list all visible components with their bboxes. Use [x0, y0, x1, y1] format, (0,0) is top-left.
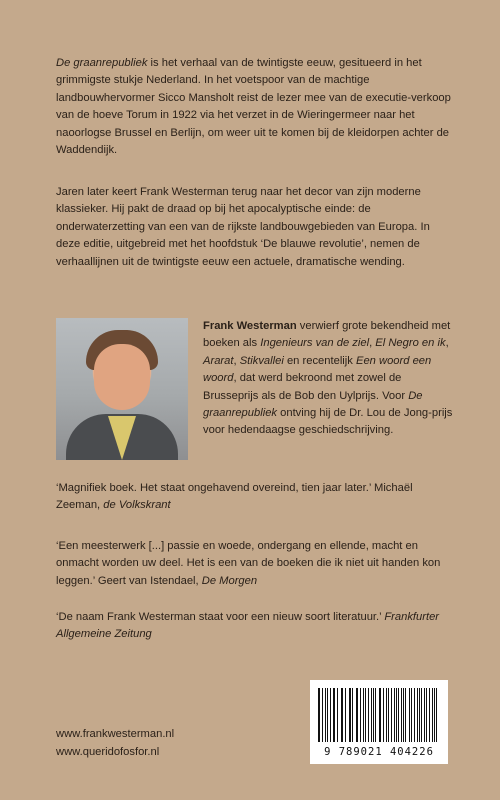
barcode-stripe — [322, 688, 323, 742]
review-quote — [56, 609, 456, 644]
barcode-stripe — [380, 688, 381, 742]
author-section — [56, 318, 456, 468]
isbn-number: 9 789021 404226 — [324, 746, 434, 758]
author-bio-text: , — [445, 337, 449, 350]
author-bio-text: , dat werd bekroond met zowel de Brusseprijs als de Bob den Uylprijs. Voor — [203, 372, 409, 402]
author-bio-text: en recentelijk — [283, 354, 356, 367]
barcode-stripe — [429, 688, 430, 742]
author-bio-text: , — [369, 337, 376, 350]
barcode-stripe — [405, 688, 406, 742]
barcode-stripe — [417, 688, 418, 742]
book-title: Een woord een woord — [203, 354, 432, 385]
quote-source: de Volkskrant — [103, 499, 171, 512]
barcode-stripe — [334, 688, 335, 742]
quote-source: De Morgen — [201, 574, 258, 587]
barcode-stripe — [409, 688, 410, 742]
barcode-stripe — [345, 688, 346, 742]
website-link[interactable]: www.frankwesterman.nl — [56, 728, 175, 740]
barcode-stripe — [352, 688, 353, 742]
barcode-stripe — [436, 688, 437, 742]
author-bio-text: verwierf grote bekendheid met boeken als — [203, 320, 451, 350]
review-quote — [56, 480, 456, 515]
book-title: Stikvallei — [239, 354, 284, 367]
review-quote — [56, 538, 456, 590]
intro-book-title: De graanrepubliek — [56, 57, 148, 69]
quote-text: ‘De naam Frank Westerman staat voor een nieuw soort literatuur.’ — [56, 611, 385, 623]
second-paragraph: Jaren later keert Frank Westerman terug naar het decor van zijn moderne klassieker. Hij pakt de draad op bij het apocalyptische einde: de onderwaterzetting van een van de rijkste landbouwgebieden van Europa. In deze editie, uitgebreid met het hoofdstuk ‘De blauwe revolutie’, nemen de verhaallijnen uit de twintigste eeuw een actuele, dramatische wending. — [56, 186, 430, 268]
barcode-stripe — [424, 688, 425, 742]
barcode-stripe — [360, 688, 361, 742]
barcode-stripe — [386, 688, 387, 742]
book-title: Ararat — [203, 354, 234, 367]
barcode-stripe — [379, 688, 380, 742]
website-link[interactable]: www.querido​fosfor.nl — [56, 746, 160, 758]
author-bio — [203, 318, 456, 440]
author-bio-text: ontving hij de Dr. Lou de Jong-prijs voor hedendaagse geschiedschrijving. — [203, 407, 453, 437]
intro-paragraph — [56, 55, 456, 159]
book-title: De graanrepubliek — [203, 389, 423, 420]
quote-text: ‘Een meesterwerk [...] passie en woede, ondergang en ellende, macht en onmacht worden uw deel. Het is een van de boeken die ik niet uit handen kon leggen.’ Geert van Istendael, — [56, 540, 441, 587]
intro-text: is het verhaal van de twintigste eeuw, gesitueerd in het grimmigste stukje Nederland. In het voetspoor van de machtige landbouwhervormer Sicco Mansholt reist de lezer mee van de executie-verkoop van de hoeve Torum in 1922 via het verzet in de Wieringermeer naar het naoorlogse Brussel en Berlijn, om weer uit te komen bij de kleidorpen achter de Waddendijk. — [56, 57, 451, 157]
quote-source: Frankfurter Allgemeine Zeitung — [56, 611, 440, 641]
barcode-stripe — [327, 688, 328, 742]
barcode-stripe — [401, 688, 402, 742]
book-title: El Negro en ik — [375, 337, 446, 350]
barcode — [310, 680, 448, 764]
barcode-stripe — [368, 688, 369, 742]
barcode-stripe — [394, 688, 395, 742]
book-title: Ingenieurs van de ziel — [260, 337, 370, 350]
author-bio-text: , — [233, 354, 240, 367]
author-name: Frank Westerman — [203, 320, 297, 332]
barcode-bars — [318, 688, 440, 742]
barcode-stripe — [337, 688, 338, 742]
barcode-stripe — [363, 688, 364, 742]
website-links — [56, 725, 174, 761]
author-photo — [56, 318, 188, 460]
quote-text: ‘Magnifiek boek. Het staat ongehavend overeind, tien jaar later.’ Michaël Zeeman, — [56, 482, 413, 512]
